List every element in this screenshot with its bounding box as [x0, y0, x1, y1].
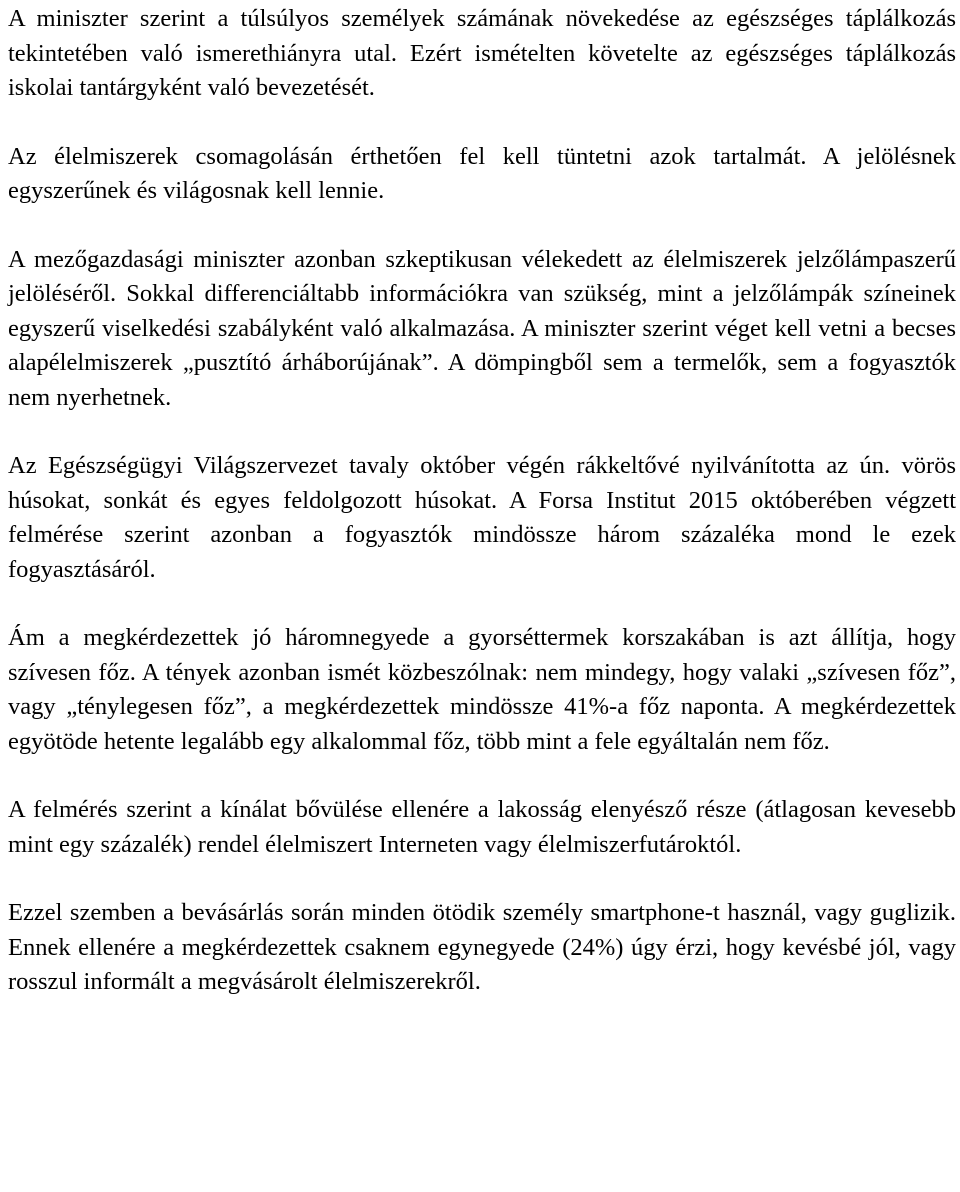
paragraph: A felmérés szerint a kínálat bővülése ellenére a lakosság elenyésző része (átlagosan kevesebb mint egy százalék) rendel élelmiszert Interneten vagy élelmiszerfutároktól. — [8, 796, 956, 858]
paragraph: Ezzel szemben a bevásárlás során minden ötödik személy smartphone-t használ, vagy guglizik. Ennek ellenére a megkérdezettek csaknem egynegyede (24%) úgy érzi, hogy kevésbé jól, vagy rosszul informált a megvásárolt élelmiszerekről. — [8, 899, 956, 995]
document-body — [8, 2, 956, 1000]
paragraph: Az Egészségügyi Világszervezet tavaly október végén rákkeltővé nyilvánította az ún. vörös húsokat, sonkát és egyes feldolgozott húsokat. A Forsa Institut 2015 októberében végzett felmérése szerint azonban a fogyasztók mindössze három százaléka mond le ezek fogyasztásáról. — [8, 452, 956, 583]
paragraph: A miniszter szerint a túlsúlyos személyek számának növekedése az egészséges táplálkozás tekintetében való ismerethiányra utal. Ezért ismételten követelte az egészséges táplálkozás iskolai tantárgyként való bevezetését. — [8, 5, 956, 101]
paragraph: Ám a megkérdezettek jó háromnegyede a gyorséttermek korszakában is azt állítja, hogy szívesen főz. A tények azonban ismét közbeszólnak: nem mindegy, hogy valaki „szívesen főz”, vagy „ténylegesen főz”, a megkérdezettek mindössze 41%-a főz naponta. A megkérdezettek egyötöde hetente legalább egy alkalommal főz, több mint a fele egyáltalán nem főz. — [8, 624, 956, 755]
paragraph: Az élelmiszerek csomagolásán érthetően fel kell tüntetni azok tartalmát. A jelölésnek egyszerűnek és világosnak kell lennie. — [8, 142, 956, 204]
paragraph: A mezőgazdasági miniszter azonban szkeptikusan vélekedett az élelmiszerek jelzőlámpaszerű jelöléséről. Sokkal differenciáltabb információkra van szükség, mint a jelzőlámpák színeinek egyszerű viselkedési szabályként való alkalmazása. A miniszter szerint véget kell vetni a becses alapélelmiszerek „pusztító árháborújának”. A dömpingből sem a termelők, sem a fogyasztók nem nyerhetnek. — [8, 245, 956, 411]
